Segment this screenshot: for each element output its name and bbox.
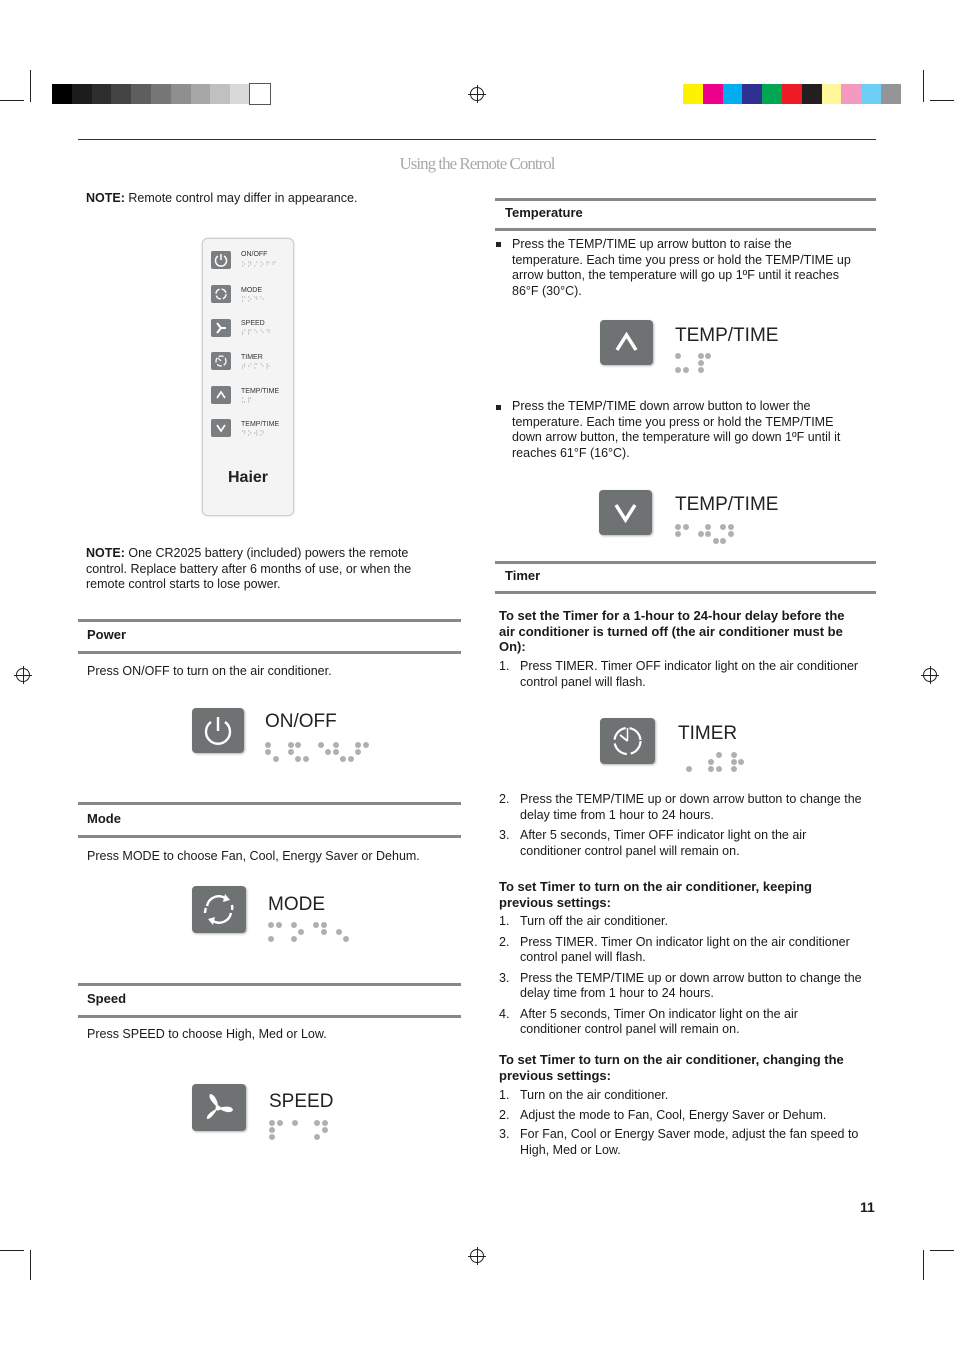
braille-dot xyxy=(321,929,327,935)
braille-dot xyxy=(683,524,689,530)
color-swatch xyxy=(52,84,72,104)
braille-dot xyxy=(728,531,734,537)
braille-dot xyxy=(705,531,711,537)
remote-label-temp-up: TEMP/TIME xyxy=(241,388,280,395)
note-battery-line xyxy=(86,546,411,562)
step-number: 1. xyxy=(499,659,510,673)
step-text: control panel will flash. xyxy=(520,674,646,689)
step-text: Press the TEMP/TIME up or down arrow button to change the xyxy=(520,970,862,985)
step-text: control panel will flash. xyxy=(520,950,646,964)
page-title: Using the Remote Control xyxy=(399,154,555,173)
remote-label-mode: MODE xyxy=(241,287,262,294)
timer-icon xyxy=(600,718,655,764)
braille-dot xyxy=(355,742,361,748)
braille-dot xyxy=(314,1120,320,1126)
section-rule xyxy=(78,651,461,654)
step-text: Adjust the mode to Fan, Cool, Energy Saver or Dehum. xyxy=(520,1107,827,1122)
braille-dot xyxy=(698,531,704,537)
braille-dot xyxy=(303,756,309,762)
braille-text: ⠎⠏⠑⠑⠙ xyxy=(241,330,272,337)
color-swatch xyxy=(762,84,782,104)
braille-dot xyxy=(273,756,279,762)
braille-dot xyxy=(269,1134,275,1140)
braille-dot xyxy=(713,538,719,544)
braille-dot xyxy=(295,756,301,762)
color-swatch xyxy=(782,84,802,104)
step-number: 3. xyxy=(499,1127,510,1141)
braille-dot xyxy=(355,749,361,755)
timer-heading: Timer xyxy=(505,568,541,583)
note-label: NOTE: xyxy=(86,191,125,205)
text-line: air conditioner is turned off (the air conditioner must be xyxy=(499,623,843,639)
color-swatch xyxy=(822,84,842,104)
speed-heading: Speed xyxy=(87,991,127,1006)
braille-dot xyxy=(363,742,369,748)
section-rule xyxy=(78,983,461,986)
braille-dot xyxy=(738,759,744,765)
crop-mark xyxy=(923,1250,924,1280)
mode-button[interactable] xyxy=(192,886,246,933)
step-text: Turn off the air conditioner. xyxy=(520,914,669,928)
braille-dot xyxy=(333,742,339,748)
timer-on-keep-subheading xyxy=(499,879,812,910)
remote-label-onoff: ON/OFF xyxy=(241,251,268,258)
braille-dot xyxy=(276,922,282,928)
section-rule xyxy=(78,835,461,838)
color-swatch xyxy=(841,84,861,104)
braille-dot xyxy=(288,742,294,748)
braille-dot xyxy=(683,367,689,373)
note-battery xyxy=(86,546,411,593)
step-number: 2. xyxy=(499,934,510,949)
braille-dot xyxy=(336,929,342,935)
step-number: 1. xyxy=(499,1088,510,1102)
step-text: delay time from 1 hour to 24 hours. xyxy=(520,807,714,822)
speed-label: SPEED xyxy=(269,1091,334,1112)
color-swatch xyxy=(881,84,901,104)
braille-dot xyxy=(720,524,726,530)
braille-dot xyxy=(675,531,681,537)
braille-dot xyxy=(313,922,319,928)
color-swatch xyxy=(683,84,703,104)
up-arrow-icon xyxy=(211,386,231,404)
note-remote-appearance xyxy=(86,191,357,207)
note-battery-line: control. Replace battery after 6 months of use, or when the xyxy=(86,561,412,576)
bullet xyxy=(496,405,501,410)
remote-control-illustration xyxy=(202,238,294,516)
color-swatch xyxy=(92,84,112,104)
text-line: arrow button, the temperature will go up 1ºF until it reaches xyxy=(512,268,839,282)
step-text: Turn on the air conditioner. xyxy=(520,1088,669,1102)
registration-mark-icon xyxy=(470,1249,484,1263)
text-line: To set the Timer for a 1-hour to 24-hour delay before the xyxy=(499,608,845,623)
power-description: Press ON/OFF to turn on the air conditioner. xyxy=(87,664,332,678)
speed-description: Press SPEED to choose High, Med or Low. xyxy=(87,1027,327,1041)
text-line: previous settings: xyxy=(499,894,611,910)
braille-dot xyxy=(295,742,301,748)
timer-icon xyxy=(211,352,231,370)
braille-dot xyxy=(728,524,734,530)
step-text: High, Med or Low. xyxy=(520,1142,621,1157)
temp-down-label: TEMP/TIME xyxy=(675,494,779,515)
braille-dot xyxy=(268,936,274,942)
crop-mark xyxy=(30,1250,31,1280)
color-swatch xyxy=(250,84,270,104)
note-text: Remote control may differ in appearance. xyxy=(124,191,358,205)
braille-text: ⠍⠕⠙⠑ xyxy=(241,297,266,304)
braille-dot xyxy=(698,367,704,373)
text-line: temperature. Each time you press or hold the TEMP/TIME xyxy=(512,414,834,429)
braille-dot xyxy=(322,1127,328,1133)
step-text: conditioner control panel will remain on. xyxy=(520,1022,740,1036)
braille-dot xyxy=(340,756,346,762)
section-rule xyxy=(78,1015,461,1018)
step-number: 2. xyxy=(499,792,510,806)
temperature-heading: Temperature xyxy=(505,205,583,220)
registration-mark-icon xyxy=(16,668,30,682)
mode-label: MODE xyxy=(268,894,325,915)
color-swatch xyxy=(703,84,723,104)
mode-icon xyxy=(192,886,246,933)
braille-dot xyxy=(675,524,681,530)
braille-dot xyxy=(325,749,331,755)
text-line: temperature. Each time you press or hold the TEMP/TIME up xyxy=(512,252,851,267)
note-battery-line: remote control starts to lose power. xyxy=(86,577,281,591)
braille-dot xyxy=(731,752,737,758)
step-text: delay time from 1 hour to 24 hours. xyxy=(520,986,714,1000)
braille-dot xyxy=(698,353,704,359)
braille-dot xyxy=(731,766,737,772)
text-line: previous settings: xyxy=(499,1067,611,1083)
mode-icon xyxy=(211,285,231,303)
step-text: Press TIMER. Timer On indicator light on the air conditioner xyxy=(520,934,850,949)
braille-dot xyxy=(731,759,737,765)
braille-text: ⠥⠏ xyxy=(241,398,254,405)
crop-mark xyxy=(0,100,24,101)
step-text: Press the TEMP/TIME up or down arrow button to change the xyxy=(520,792,862,806)
braille-dot xyxy=(277,1120,283,1126)
section-rule xyxy=(495,561,876,564)
braille-dot xyxy=(321,922,327,928)
power-heading: Power xyxy=(87,627,127,642)
braille-text: ⠞⠊⠍⠑⠗ xyxy=(241,364,272,371)
bullet xyxy=(496,242,501,247)
temp-up-description xyxy=(512,237,851,299)
power-icon xyxy=(211,251,231,269)
braille-dot xyxy=(265,749,271,755)
braille-dot xyxy=(708,759,714,765)
text-line: 86°F (30°C). xyxy=(512,283,582,298)
section-rule xyxy=(495,198,876,201)
step-text: After 5 seconds, Timer On indicator light on the air xyxy=(520,1006,798,1021)
timer-off-delay-subheading xyxy=(499,608,845,655)
braille-dot xyxy=(343,936,349,942)
color-swatch xyxy=(861,84,881,104)
text-line: Press the TEMP/TIME down arrow button to lower the xyxy=(512,399,811,413)
color-swatch xyxy=(230,84,250,104)
color-swatch xyxy=(131,84,151,104)
braille-dot xyxy=(269,1127,275,1133)
braille-dot xyxy=(268,922,274,928)
mode-description: Press MODE to choose Fan, Cool, Energy Saver or Dehum. xyxy=(87,849,420,863)
remote-label-timer: TIMER xyxy=(241,354,263,361)
timer-label: TIMER xyxy=(678,723,738,744)
registration-mark-icon xyxy=(470,87,484,101)
text-line: down arrow button, the temperature will go down 1ºF until it xyxy=(512,430,841,444)
section-rule xyxy=(78,802,461,805)
text-line: To set Timer to turn on the air conditioner, keeping xyxy=(499,879,812,894)
braille-dot xyxy=(720,538,726,544)
braille-dot xyxy=(686,766,692,772)
braille-dot xyxy=(705,353,711,359)
step-text: Press TIMER. Timer OFF indicator light on the air conditioner xyxy=(520,659,859,673)
braille-dot xyxy=(298,929,304,935)
braille-dot xyxy=(288,749,294,755)
step-text: After 5 seconds, Timer OFF indicator light on the air xyxy=(520,828,807,842)
step-number: 3. xyxy=(499,970,510,985)
up-arrow-icon xyxy=(600,320,653,365)
step-number: 4. xyxy=(499,1006,510,1021)
color-swatch xyxy=(210,84,230,104)
section-rule xyxy=(495,591,876,594)
braille-dot xyxy=(708,766,714,772)
color-swatch xyxy=(151,84,171,104)
timer-button[interactable] xyxy=(600,718,655,764)
fan-icon xyxy=(192,1084,246,1131)
haier-logo: Haier xyxy=(227,469,269,486)
down-arrow-icon xyxy=(211,419,231,437)
braille-dot xyxy=(322,1120,328,1126)
crop-mark xyxy=(930,1250,954,1251)
braille-dot xyxy=(265,742,271,748)
text-line: To set Timer to turn on the air conditioner, changing the xyxy=(499,1052,844,1067)
step-text: For Fan, Cool or Energy Saver mode, adjust the fan speed to xyxy=(520,1127,859,1141)
braille-dot xyxy=(698,360,704,366)
text-line: On): xyxy=(499,639,526,654)
braille-dot xyxy=(269,1120,275,1126)
color-swatch xyxy=(802,84,822,104)
header-rule xyxy=(78,139,876,140)
braille-dot xyxy=(716,766,722,772)
registration-mark-icon xyxy=(923,668,937,682)
text-line: reaches 61°F (16°C). xyxy=(512,445,630,460)
braille-dot xyxy=(675,367,681,373)
speed-button[interactable] xyxy=(192,1084,246,1131)
braille-dot xyxy=(292,1120,298,1126)
mode-heading: Mode xyxy=(87,811,121,826)
braille-text: ⠙⠕⠺⠝ xyxy=(241,431,266,438)
braille-dot xyxy=(716,752,722,758)
step-number: 2. xyxy=(499,1107,510,1122)
temp-up-button[interactable] xyxy=(600,320,653,365)
note-text: One CR2025 battery (included) powers the remote xyxy=(124,546,409,560)
color-swatch xyxy=(723,84,743,104)
power-icon xyxy=(192,708,244,753)
braille-dot xyxy=(318,742,324,748)
onoff-button[interactable] xyxy=(192,708,244,753)
step-number: 1. xyxy=(499,914,510,928)
color-swatch xyxy=(72,84,92,104)
crop-mark xyxy=(30,70,31,102)
crop-mark xyxy=(930,100,954,101)
braille-dot xyxy=(333,749,339,755)
temp-down-button[interactable] xyxy=(599,490,652,535)
onoff-label: ON/OFF xyxy=(265,711,337,732)
note-label: NOTE: xyxy=(86,546,125,560)
temp-down-description xyxy=(512,399,840,461)
color-swatch xyxy=(111,84,131,104)
fan-icon xyxy=(211,319,231,337)
braille-dot xyxy=(291,922,297,928)
braille-dot xyxy=(675,353,681,359)
braille-dot xyxy=(314,1134,320,1140)
temp-up-label: TEMP/TIME xyxy=(675,325,779,346)
color-swatch xyxy=(742,84,762,104)
down-arrow-icon xyxy=(599,490,652,535)
braille-dot xyxy=(705,524,711,530)
color-swatch xyxy=(191,84,211,104)
braille-text: ⠕⠝⠌⠕⠋⠋ xyxy=(241,262,278,269)
remote-label-temp-down: TEMP/TIME xyxy=(241,421,280,428)
step-text: conditioner control panel will remain on. xyxy=(520,843,740,858)
braille-dot xyxy=(348,756,354,762)
braille-dot xyxy=(291,936,297,942)
section-rule xyxy=(78,619,461,622)
section-rule xyxy=(495,228,876,231)
remote-label-speed: SPEED xyxy=(241,320,265,327)
timer-on-change-subheading xyxy=(499,1052,844,1083)
crop-mark xyxy=(923,70,924,102)
color-swatch xyxy=(171,84,191,104)
page-number: 11 xyxy=(860,1199,875,1215)
crop-mark xyxy=(0,1250,24,1251)
step-number: 3. xyxy=(499,828,510,842)
text-line: Press the TEMP/TIME up arrow button to raise the xyxy=(512,237,792,251)
